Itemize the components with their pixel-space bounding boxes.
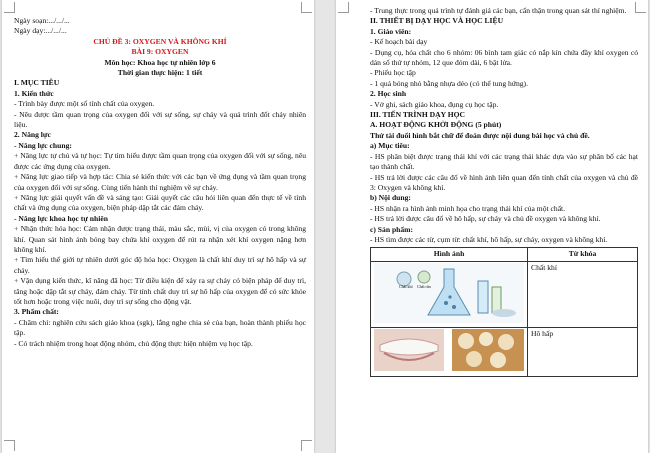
text-paragraph: - Năng lực khoa học tự nhiên xyxy=(14,213,108,223)
text-paragraph: Môn học: Khoa học tự nhiên lớp 6 xyxy=(104,57,216,67)
text-paragraph: - Chăm chỉ: nghiên cứu sách giáo khoa (sgk), lắng nghe chia sẻ của bạn, hoàn thành phiếu học tập. xyxy=(14,317,306,338)
text-paragraph: 1. Giáo viên: xyxy=(370,26,412,36)
text-paragraph: Thử tài đuổi hình bắt chữ để đoán được nội dung bài học và chủ đề. xyxy=(370,130,590,140)
keyword-cell: Chất khí xyxy=(528,261,638,327)
keyword-table xyxy=(370,247,638,376)
table-header-image: Hình ảnh xyxy=(371,248,528,261)
text-paragraph: CHỦ ĐỀ 3: OXYGEN VÀ KHÔNG KHÍ xyxy=(93,36,227,46)
table-row xyxy=(371,328,638,376)
table-header-keyword: Từ khóa xyxy=(528,248,638,261)
text-paragraph: III. TIẾN TRÌNH DẠY HỌC xyxy=(370,110,466,120)
image-caption-gas: Chất khí xyxy=(399,283,413,289)
image-caption-solid: Chất rắn xyxy=(417,283,431,289)
text-paragraph: A. HOẠT ĐỘNG KHỞI ĐỘNG (5 phút) xyxy=(370,120,502,130)
text-paragraph: - HS phân biệt được trạng thái khí với các trạng thái khác dựa vào sự phân bố các hạt tạo thành chất. xyxy=(370,151,638,172)
table-row xyxy=(371,261,638,327)
crop-mark xyxy=(301,2,312,13)
text-paragraph: II. THIẾT BỊ DẠY HỌC VÀ HỌC LIỆU xyxy=(370,16,504,26)
text-paragraph: b) Nội dung: xyxy=(370,193,411,203)
text-paragraph: 3. Phẩm chất: xyxy=(14,307,59,317)
text-paragraph: - Trình bày được một số tính chất của oxygen. xyxy=(14,99,155,109)
gas-flask-image xyxy=(371,261,528,327)
page-text xyxy=(14,16,306,349)
crop-mark xyxy=(4,440,15,451)
text-paragraph: Thời gian thực hiện: 1 tiết xyxy=(117,68,203,78)
text-paragraph: - Có trách nhiệm trong hoạt động nhóm, chủ động thực hiện nhiệm vụ học tập. xyxy=(14,338,253,348)
text-paragraph: Ngày soạn:.../.../... xyxy=(14,16,70,25)
text-paragraph: c) Sản phẩm: xyxy=(370,224,414,234)
gas-flask-icon xyxy=(374,263,524,323)
text-paragraph: - HS tìm được các từ, cụm từ: chất khí, hô hấp, sự cháy, oxygen và không khí. xyxy=(370,234,608,244)
text-paragraph: - 1 quả bóng nhỏ bằng nhựa dẻo (có thể tung hứng). xyxy=(370,78,528,88)
text-paragraph: - Dụng cụ, hóa chất cho 6 nhóm: 06 bình tam giác có nắp kín chứa đầy khí oxygen có dán số thứ tự nhóm, 12 que đóm dài, 6 bật lửa. xyxy=(370,47,638,68)
document-page-right xyxy=(336,0,648,453)
text-paragraph: - HS trả lời được câu đố về hô hấp, sự cháy và chủ đề oxygen và không khí. xyxy=(370,214,601,224)
text-paragraph: BÀI 9: OXYGEN xyxy=(131,47,189,57)
teeth-image xyxy=(371,328,528,376)
text-paragraph: - Năng lực chung: xyxy=(14,140,72,150)
text-paragraph: I. MỤC TIÊU xyxy=(14,78,60,88)
text-paragraph: + Năng lực giao tiếp và hợp tác: Chia sẻ kiến thức với các bạn về ứng dụng và tầm quan trọng của oxygen đối với sự sống. Cùng tiến hành thí nghiệm về sự cháy. xyxy=(14,172,306,192)
text-paragraph: - Phiếu học tập xyxy=(370,68,416,78)
text-paragraph: - Kế hoạch bài dạy xyxy=(370,37,428,47)
crop-mark xyxy=(4,2,15,13)
crop-mark xyxy=(301,440,312,451)
text-paragraph: 1. Kiến thức xyxy=(14,88,54,98)
text-paragraph: a) Mục tiêu: xyxy=(370,141,410,151)
text-paragraph: + Tìm hiểu thế giới tự nhiên dưới góc độ hóa học: Oxygen là chất khí duy trì sự hô hấp và sự cháy. xyxy=(14,255,306,275)
crop-mark xyxy=(338,2,349,13)
text-paragraph: + Năng lực tự chủ và tự học: Tự tìm hiểu được tầm quan trọng của oxygen đối với sự sống, nêu được các ứng dụng của oxygen. xyxy=(14,151,306,171)
page-text xyxy=(370,6,638,377)
text-paragraph: + Năng lực giải quyết vấn đề và sáng tạo: Giải quyết các câu hỏi liên quan đến thực tế về tính chất và ứng dụng của oxygen, biện pháp dập tắt các đám cháy. xyxy=(14,192,306,213)
text-paragraph: 2. Học sinh xyxy=(370,89,407,99)
text-paragraph: + Vận dụng kiến thức, kĩ năng đã học: Từ điều kiện để xảy ra sự cháy có biện pháp để duy trì, tăng hoặc dập tắt sự cháy, đám cháy. Từ tính chất duy trì sự hô hấp của oxygen để có sức khỏe tốt hơn hoặc trong việc nuôi, duy trì sự sống cho động vật. xyxy=(14,276,306,306)
text-paragraph: Ngày dạy:.../.../... xyxy=(14,26,67,36)
text-paragraph: - HS trả lời được các câu đố về hình ảnh liên quan đến tính chất của oxygen và chủ đề 3: Oxygen và không khí. xyxy=(370,172,638,192)
keyword-cell: Hô hấp xyxy=(528,328,638,376)
breathing-photo-icon xyxy=(374,329,524,371)
text-paragraph: - HS nhận ra hình ảnh minh họa cho trạng thái khí của một chất. xyxy=(370,203,566,213)
text-paragraph: - Nêu được tầm quan trọng của oxygen đối với sự sống, sự cháy và quá trình đốt cháy nhiên liệu. xyxy=(14,109,306,130)
text-paragraph: - Trung thực trong quá trình tự đánh giá các bạn, cẩn thận trong quan sát thí nghiệm. xyxy=(370,6,627,15)
text-paragraph: - Vở ghi, sách giáo khoa, đụng cụ học tập. xyxy=(370,99,499,109)
document-page-left xyxy=(2,0,314,453)
text-paragraph: + Nhận thức hóa học: Cảm nhận được trạng thái, màu sắc, mùi, vị của oxygen có trong không khí. Quan sát hình ảnh bóng bay chứa khí oxygen để rút ra nhận xét khí oxygen nặng hơn không khí. xyxy=(14,224,306,254)
text-paragraph: 2. Năng lực xyxy=(14,130,51,140)
